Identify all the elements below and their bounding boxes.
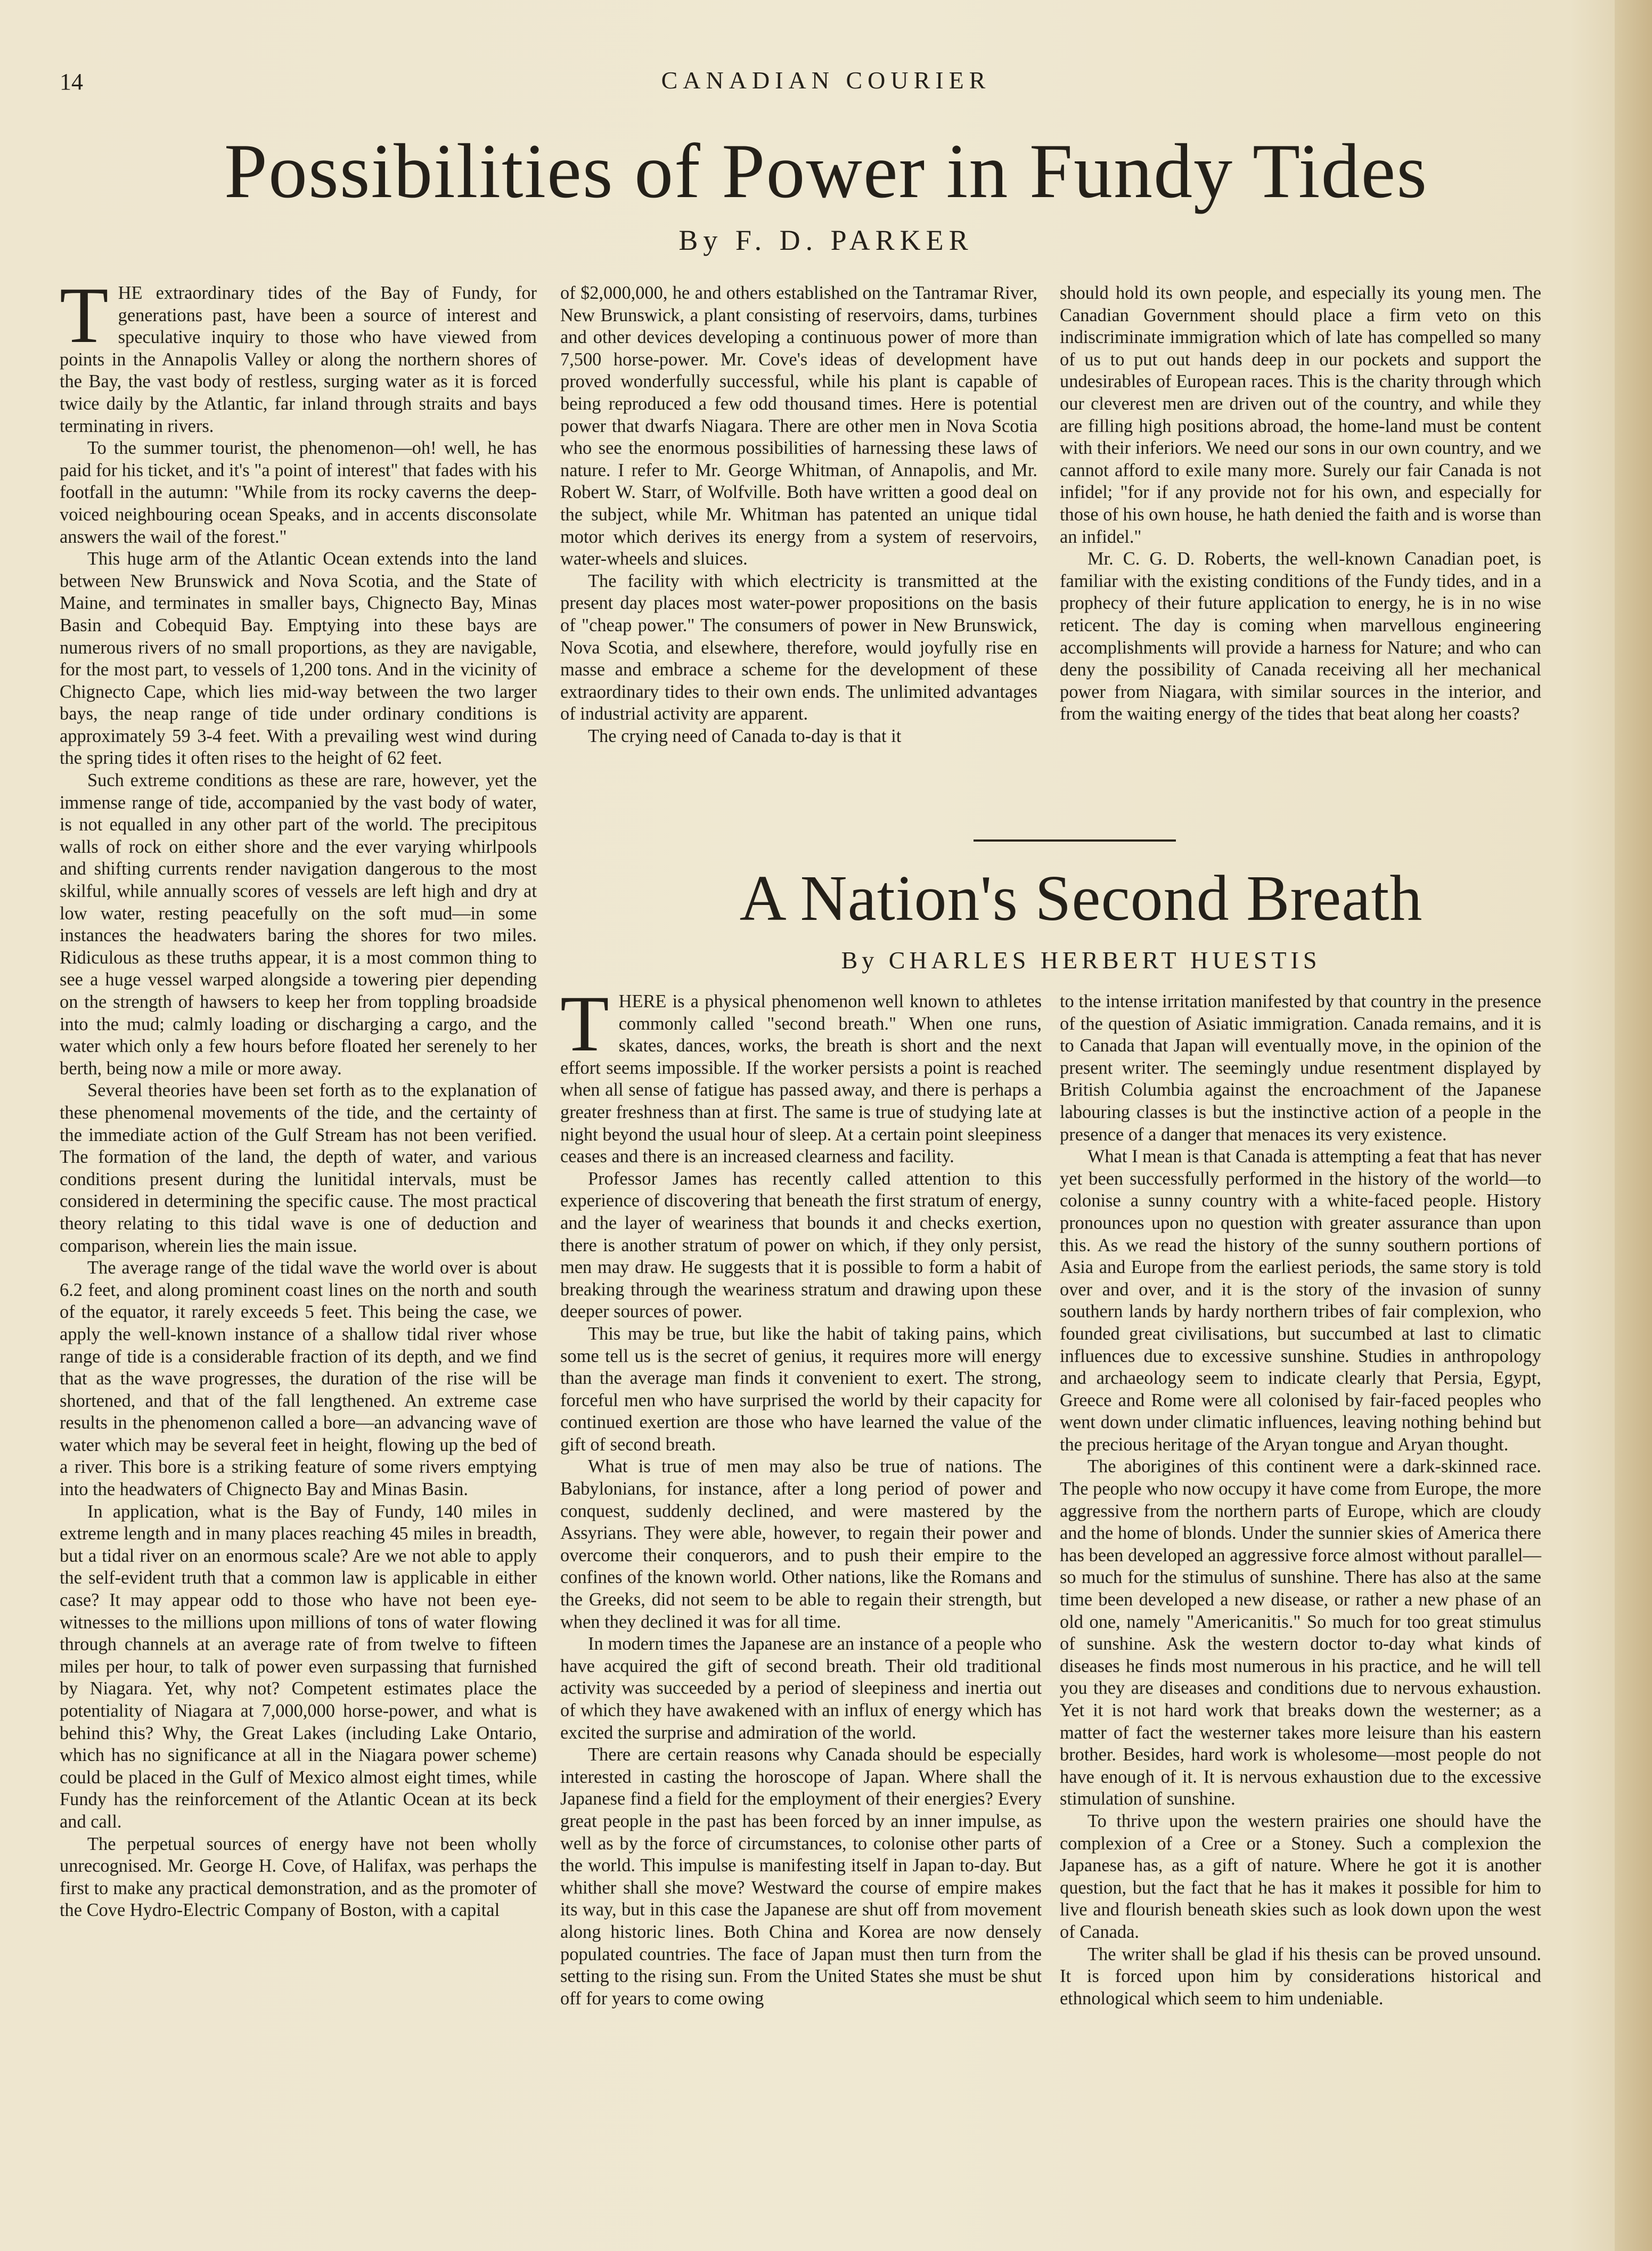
publication-header: CANADIAN COURIER: [661, 67, 991, 94]
paragraph: The average range of the tidal wave the world over is about 6.2 feet, and along prominent coast lines on the north and south of the equator, it rarely exceeds 5 feet. This being the case, we apply the well-known instance of a shallow tidal river whose range of tide is a considerable fraction of its depth, and we find that as the wave progresses, the duration of the rise will be shortened, and that of the fall lengthened. An extreme case results in the phenomenon called a bore—an advancing wave of water which may be several feet in height, flowing up the bed of a river. This bore is a striking feature of some rivers emptying into the headwaters of Chignecto Bay and Minas Basin.: [60, 1258, 537, 1500]
article2-column-1: [560, 980, 1042, 2010]
paragraph: What is true of men may also be true of nations. The Babylonians, for instance, after a long period of power and conquest, suddenly declined, and were mastered by the Assyrians. They were able, however, to regain their power and overcome their conquerors, and to push their empire to the confines of the known world. Other nations, like the Romans and the Greeks, did not seem to be able to regain their strength, but when they declined it was for all time.: [560, 1456, 1042, 1632]
paragraph: What I mean is that Canada is attempting a feat that has never yet been successfully performed in the history of the world—to colonise a sunny country with a white-faced people. History pronounces upon no question with greater assurance than upon this. As we read the history of the sunny southern portions of Asia and Europe from the earliest periods, the same story is told over and over, and it is the story of the invasion of sunny southern lands by hardy northern tribes of fair complexion, who founded great civilisations, but succumbed at last to climatic influences due to excessive sunshine. Studies in anthropology and archaeology seem to indicate clearly that Persia, Egypt, Greece and Rome were all colonised by fair-faced peoples who went down under climatic influences, leaving nothing behind but the precious heritage of the Aryan tongue and Aryan thought.: [1060, 1146, 1541, 1455]
paragraph: Mr. C. G. D. Roberts, the well-known Canadian poet, is familiar with the existing conditions of the Fundy tides, and in a prophecy of their future application to energy, he is in no wise reticent. The day is coming when marvellous engineering accomplishments will provide a harness for Nature; and who can deny the possibility of Canada receiving all her mechanical power from Niagara, with similar sources in the interior, and from the waiting energy of the tides that beat along her coasts?: [1060, 549, 1541, 724]
paragraph: THE extraordinary tides of the Bay of Fundy, for generations past, have been a source of interest and speculative inquiry to those who have viewed from points in the Annapolis Valley or along the northern shores of the Bay, the vast body of restless, surging water as it is forced twice daily by the Atlantic, far inland through straits and bays terminating in rivers.: [60, 271, 537, 436]
paragraph: This huge arm of the Atlantic Ocean extends into the land between New Brunswick and Nova Scotia, and the State of Maine, and terminates in smaller bays, Chignecto Bay, Minas Basin and Cobequid Bay. Emptying into these bays are numerous rivers of no small proportions, as they are navigable, for the most part, to vessels of 1,200 tons. And in the vicinity of Chignecto Cape, which lies mid-way between the two larger bays, the neap range of tide under ordinary conditions is approximately 59 3-4 feet. With a prevailing west wind during the spring tides it often rises to the height of 62 feet.: [60, 549, 537, 769]
paragraph: To the summer tourist, the phenomenon—oh! well, he has paid for his ticket, and it's "a point of interest" that fades with his footfall in the autumn: "While from its rocky caverns the deep-voiced neighbouring ocean Speaks, and in accents disconsolate answers the wail of the forest.": [60, 438, 537, 547]
article1-column-3: [1060, 282, 1541, 725]
article1-column-1: [60, 271, 537, 1922]
paragraph: In application, what is the Bay of Fundy, 140 miles in extreme length and in many places reaching 45 miles in breadth, but a tidal river on an enormous scale? Are we not able to apply the self-evident truth that a common law is applicable in either case? It may appear odd to those who have not been eye-witnesses to the millions upon millions of tons of water flowing through channels at an average rate of from twelve to fifteen miles per hour, to talk of power even surpassing that furnished by Niagara. Yet, why not? Competent estimates place the potentiality of Niagara at 7,000,000 horse-power, and what is behind this? Why, the Great Lakes (including Lake Ontario, which has no significance at all in the Niagara power scheme) could be placed in the Gulf of Mexico almost eight times, while Fundy has the reinforcement of the Atlantic Ocean at its beck and call.: [60, 1501, 537, 1832]
paragraph: to the intense irritation manifested by that country in the presence of the question of Asiatic immigration. Canada remains, and it is to Canada that Japan will eventually move, in the opinion of the present writer. The seemingly undue resentment displayed by British Columbia against the encroachment of the Japanese labouring classes is but the instinctive action of a people in the presence of a danger that menaces its very existence.: [1060, 991, 1541, 1145]
paragraph: Several theories have been set forth as to the explanation of these phenomenal movements of the tide, and the certainty of the immediate action of the Gulf Stream has not been verified. The formation of the land, the depth of water, and various conditions present during the lunitidal intervals, must be considered in determining the specific cause. The most practical theory relating to this tidal wave is one of deduction and comparison, wherein lies the main issue.: [60, 1080, 537, 1256]
paragraph: should hold its own people, and especially its young men. The Canadian Government should place a firm veto on this indiscriminate immigration which of late has compelled so many of us to put out hands deep in our pockets and support the undesirables of European races. This is the charity through which our cleverest men are driven out of the country, and while they are filling high positions abroad, the home-land must be content with their inferiors. We need our sons in our own country, and we cannot afford to exile many more. Surely our fair Canada is not infidel; "for if any provide not for his own, and especially for those of his own house, he hath denied the faith and is worse than an infidel.": [1060, 283, 1541, 547]
section-divider: [974, 839, 1176, 842]
article2-title: A Nation's Second Breath: [739, 862, 1423, 934]
article1-column-2: [560, 282, 1037, 747]
paragraph: In modern times the Japanese are an instance of a people who have acquired the gift of second breath. Their old traditional activity was succeeded by a period of sleepiness and inertia out of which they have awakened with an influx of energy which has excited the surprise and admiration of the world.: [560, 1634, 1042, 1743]
paragraph: The perpetual sources of energy have not been wholly unrecognised. Mr. George H. Cove, of Halifax, was perhaps the first to make any practical demonstration, and as the promoter of the Cove Hydro-Electric Company of Boston, with a capital: [60, 1833, 537, 1921]
paragraph: The facility with which electricity is transmitted at the present day places most water-power propositions on the basis of "cheap power." The consumers of power in New Brunswick, Nova Scotia, and elsewhere, therefore, would joyfully rise en masse and embrace a scheme for the development of these extraordinary tides to their own ends. The unlimited advantages of industrial activity are apparent.: [560, 570, 1037, 724]
article2-byline: By CHARLES HERBERT HUESTIS: [841, 947, 1321, 974]
drop-cap: T: [60, 271, 109, 360]
paragraph: The aborigines of this continent were a dark-skinned race. The people who now occupy it have come from Europe, the more aggressive from the northern parts of Europe, which are cloudy and the home of blonds. Under the sunnier skies of America there has been developed an aggressive force almost without parallel—so much for the stimulus of sunshine. There has also at the same time been developed a new disease, or rather a new phase of an old one, namely "Americanitis." So much for too great stimulus of sunshine. Ask the western doctor to-day what kinds of diseases he finds most numerous in his practice, and he will tell you they are diseases and conditions due to nervous exhaustion. Yet it is not hard work that breaks down the westerner; as a matter of fact the westerner takes more leisure than his eastern brother. Besides, hard work is wholesome—most people do not have enough of it. It is nervous exhaustion due to the excessive stimulation of sunshine.: [1060, 1456, 1541, 1809]
page-edge-shadow: [1615, 0, 1652, 2251]
drop-cap: T: [560, 980, 609, 1068]
article1-byline: By F. D. PARKER: [678, 224, 974, 256]
paragraph: THERE is a physical phenomenon well known to athletes commonly called "second breath." When one runs, skates, dances, works, the breath is short and the next effort seems impossible. If the worker persists a point is reached when all sense of fatigue has passed away, and there is perhaps a greater freshness than at first. The same is true of studying late at night beyond the usual hour of sleep. At a certain point sleepiness ceases and there is an increased clearness and facility.: [560, 980, 1042, 1167]
paragraph: of $2,000,000, he and others established on the Tantramar River, New Brunswick, a plant consisting of reservoirs, dams, turbines and other devices developing a continuous power of more than 7,500 horse-power. Mr. Cove's ideas of development have proved wonderfully successful, while his plant is capable of being reproduced a few odd thousand times. Here is potential power that dwarfs Niagara. There are other men in Nova Scotia who see the enormous possibilities of harnessing these laws of nature. I refer to Mr. George Whitman, of Annapolis, and Mr. Robert W. Starr, of Wolfville. Both have written a good deal on the subject, while Mr. Whitman has patented an unique tidal motor which derives its energy from a system of reservoirs, water-wheels and sluices.: [560, 283, 1037, 569]
article2-column-2: [1060, 991, 1541, 2010]
paragraph: The crying need of Canada to-day is that it: [588, 725, 902, 746]
paragraph: Professor James has recently called attention to this experience of discovering that beneath the first stratum of energy, and the layer of weariness that bounds it and checks exertion, there is another stratum of power on which, if they only persist, men may draw. He suggests that it is possible to form a habit of breaking through the weariness stratum and drawing upon these deeper sources of power.: [560, 1168, 1042, 1322]
paragraph: Such extreme conditions as these are rare, however, yet the immense range of tide, accompanied by the vast body of water, is not equalled in any other part of the world. The precipitous walls of rock on either shore and the ever varying whirlpools and shifting currents render navigation dangerous to the most skilful, while annually scores of vessels are left high and dry at low water, resting peacefully on the soft mud—in some instances the headwaters baring the shores for two miles. Ridiculous as these truths appear, it is a most common thing to see a huge vessel warped alongside a towering pier depending on the strength of hawsers to keep her from toppling broadside into the mud; calmly loading or discharging a cargo, and the water which only a few hours before floated her serenely to her berth, being now a mile or more away.: [60, 770, 537, 1079]
page-number: 14: [60, 69, 83, 95]
paragraph: There are certain reasons why Canada should be especially interested in casting the horoscope of Japan. Where shall the Japanese find a field for the employment of their energies? Every great people in the past has been forced by an inner impulse, as well as by the force of circumstances, to colonise other parts of the world. This impulse is manifesting itself in Japan to-day. But whither shall she move? Westward the course of empire makes its way, but in this case the Japanese are shut off from movement along historic lines. Both China and Korea are now densely populated countries. The face of Japan must then turn from the setting to the rising sun. From the United States she must be shut off for years to come owing: [560, 1744, 1042, 2009]
paragraph: This may be true, but like the habit of taking pains, which some tell us is the secret of genius, it requires more will energy than the average man finds it convenient to exert. The strong, forceful men who have surprised the world by their capacity for continued exertion are those who have learned the value of the gift of second breath.: [560, 1323, 1042, 1455]
paragraph: To thrive upon the western prairies one should have the complexion of a Cree or a Stoney. Such a complexion the Japanese has, as a gift of nature. Where he got it is another question, but the fact that he has it makes it possible for him to live and flourish beneath skies such as look down upon the west of Canada.: [1060, 1810, 1541, 1942]
article1-title: Possibilities of Power in Fundy Tides: [224, 128, 1428, 214]
paragraph: The writer shall be glad if his thesis can be proved unsound. It is forced upon him by considerations historical and ethnological which seem to him undeniable.: [1060, 1944, 1541, 2009]
